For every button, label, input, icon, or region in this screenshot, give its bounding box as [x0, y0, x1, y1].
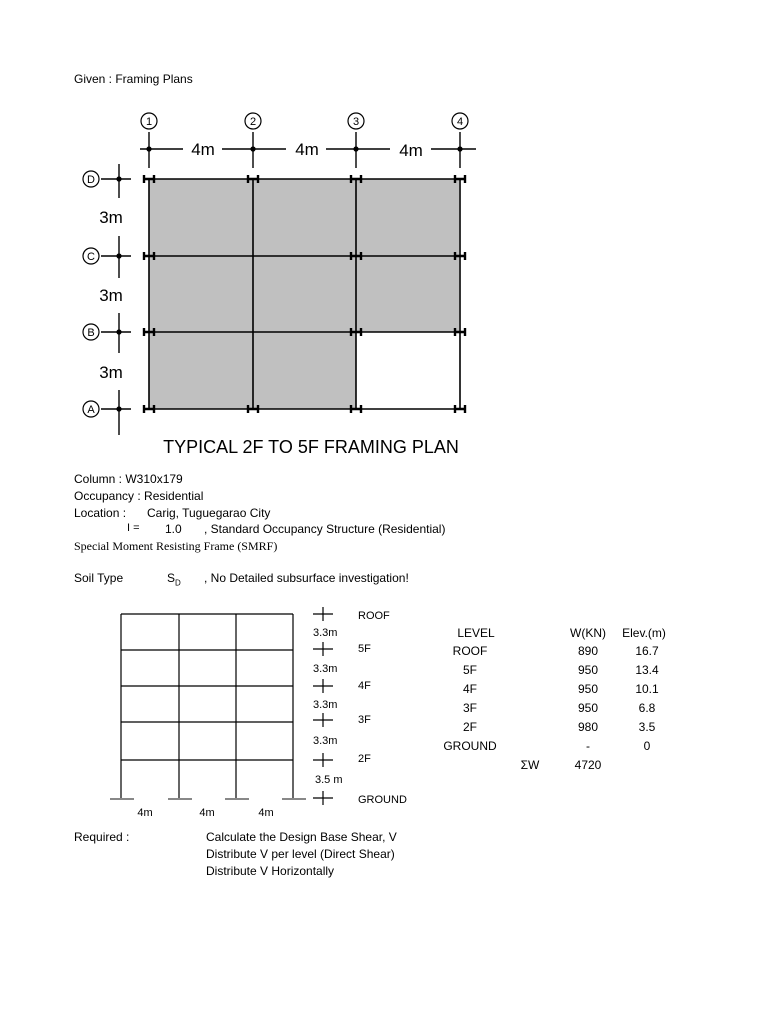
plan-bay-width-2: 4m — [295, 140, 319, 159]
soil-type-note: , No Detailed subsurface investigation! — [204, 571, 409, 585]
location-label: Location : — [74, 506, 127, 520]
occupancy-info: Occupancy : Residential — [74, 489, 204, 503]
required-item: Distribute V Horizontally — [206, 864, 335, 878]
elevation-frame — [121, 614, 293, 798]
frame-type: Special Moment Resisting Frame (SMRF) — [74, 539, 278, 553]
level-label-3f: 3F — [358, 714, 371, 726]
grid-label-col-4: 4 — [456, 116, 464, 128]
grid-label-row-d: D — [87, 174, 95, 186]
importance-note: , Standard Occupancy Structure (Residential) — [204, 522, 446, 536]
table-cell-weight: 950 — [577, 663, 599, 677]
grid-label-row-c: C — [87, 251, 95, 263]
table-cell-elevation: 3.5 — [638, 720, 656, 734]
story-height-1: 3.3m — [313, 627, 338, 639]
table-header-level: LEVEL — [457, 626, 495, 640]
required-label: Required : — [74, 830, 130, 844]
importance-label: I = — [127, 522, 140, 534]
table-cell-level: 4F — [462, 682, 477, 696]
table-cell-level: 3F — [462, 701, 477, 715]
table-cell-weight: 950 — [577, 682, 599, 696]
story-height-5: 3.5 m — [315, 774, 343, 786]
story-height-2: 3.3m — [313, 663, 338, 675]
elevation-bay-width-2: 4m — [199, 807, 215, 819]
table-cell-weight: 950 — [577, 701, 599, 715]
elevation-bay-width-1: 4m — [137, 807, 153, 819]
level-label-2f: 2F — [358, 753, 371, 765]
table-cell-level: 2F — [462, 720, 477, 734]
table-sum-label: ΣW — [520, 758, 540, 772]
table-header-elevation: Elev.(m) — [622, 626, 666, 640]
table-cell-level: GROUND — [443, 739, 497, 753]
level-label-4f: 4F — [358, 680, 371, 692]
elevation-bay-width-3: 4m — [258, 807, 274, 819]
grid-label-col-2: 2 — [249, 116, 257, 128]
column-info: Column : W310x179 — [74, 472, 183, 486]
table-cell-elevation: 16.7 — [635, 644, 659, 658]
table-cell-elevation: 13.4 — [635, 663, 659, 677]
location-value: Carig, Tuguegarao City — [147, 506, 271, 520]
table-header-weight: W(KN) — [570, 626, 606, 640]
required-item: Distribute V per level (Direct Shear) — [206, 847, 395, 861]
grid-label-row-b: B — [87, 327, 95, 339]
table-cell-level: ROOF — [452, 644, 488, 658]
table-cell-weight: - — [586, 739, 590, 753]
table-cell-elevation: 0 — [643, 739, 651, 753]
grid-label-row-a: A — [87, 404, 95, 416]
plan-bay-height-1: 3m — [99, 208, 123, 227]
plan-bay-width-3: 4m — [399, 141, 423, 160]
level-label-ground: GROUND — [358, 794, 407, 806]
plan-bay-height-3: 3m — [99, 363, 123, 382]
page-heading: Given : Framing Plans — [74, 72, 193, 86]
story-height-4: 3.3m — [313, 735, 338, 747]
plan-bay-height-2: 3m — [99, 286, 123, 305]
story-height-3: 3.3m — [313, 699, 338, 711]
table-cell-elevation: 10.1 — [635, 682, 659, 696]
table-cell-elevation: 6.8 — [638, 701, 656, 715]
soil-type-value: $S_D$ — [167, 571, 181, 588]
importance-value: 1.0 — [165, 522, 182, 536]
plan-title: TYPICAL 2F TO 5F FRAMING PLAN — [163, 437, 459, 457]
required-item: Calculate the Design Base Shear, V — [206, 830, 397, 844]
grid-label-col-3: 3 — [352, 116, 360, 128]
level-label-roof: ROOF — [358, 610, 390, 622]
table-cell-weight: 980 — [577, 720, 599, 734]
table-cell-weight: 890 — [577, 644, 599, 658]
plan-bay-width-1: 4m — [191, 140, 215, 159]
grid-label-col-1: 1 — [145, 116, 153, 128]
level-label-5f: 5F — [358, 643, 371, 655]
table-cell-level: 5F — [462, 663, 477, 677]
soil-type-label: Soil Type — [74, 571, 124, 585]
table-sum-value: 4720 — [574, 758, 602, 772]
